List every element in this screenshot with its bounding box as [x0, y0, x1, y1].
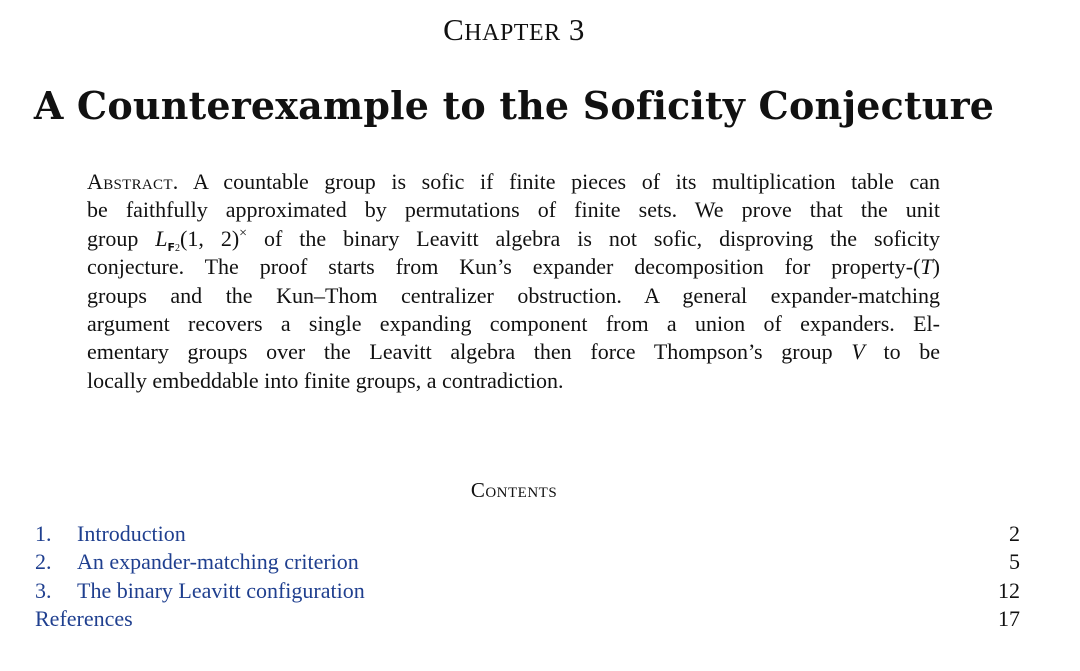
toc-entry-page: 17 — [998, 606, 1020, 632]
abstract-line-5: groups and the Kun–Thom centralizer obstruction. A general expander-matching — [87, 282, 940, 308]
chapter-word-initial: C — [443, 12, 465, 47]
abstract-line-3: group $L_{F2}(1$, 2)× of the binary Leavitt algebra is not sofic, disproving the soficity — [87, 225, 940, 254]
abstract-line-1: Abstract. A countable group is sofic if finite pieces of its multiplication table can — [87, 169, 940, 194]
contents-heading: Contents — [470, 478, 558, 502]
abstract-line-8: locally embeddable into finite groups, a contradiction. — [87, 367, 564, 393]
toc-entry-page: 2 — [1009, 521, 1020, 546]
chapter-number: 3 — [568, 12, 585, 47]
abstract-line-4: conjecture. The proof starts from Kun’s expander decomposition for property-(T) — [87, 254, 940, 280]
toc-entry-title: References — [35, 606, 133, 632]
abstract-heading: Abstract. — [87, 169, 179, 194]
toc-entry-title: The binary Leavitt configuration — [77, 577, 365, 603]
thompson-v-symbol: V — [851, 339, 865, 365]
toc-link-introduction[interactable] — [35, 520, 186, 548]
toc-link-references[interactable] — [35, 605, 133, 633]
toc-entry-number: 3. — [35, 577, 52, 603]
toc-entry-expander-matching[interactable] — [35, 548, 1020, 576]
chapter-word-rest: HAPTER — [464, 20, 561, 46]
toc-entry-number: 2. — [35, 549, 52, 575]
abstract-line-7: ementary groups over the Leavitt algebra then force Thompson’s group V to be — [87, 339, 941, 365]
toc-entry-number: 1. — [35, 521, 52, 546]
table-of-contents — [35, 520, 1020, 634]
toc-entry-leavitt-configuration[interactable] — [35, 577, 1020, 605]
toc-link-expander-matching[interactable] — [35, 548, 359, 576]
toc-link-leavitt-configuration[interactable] — [35, 577, 365, 605]
abstract — [87, 168, 940, 395]
leavitt-unit-group-formula: $L_{F2}(1$, 2)× — [155, 225, 248, 254]
property-t-symbol: T — [920, 254, 933, 280]
abstract-line-2: be faithfully approximated by permutations of finite sets. We prove that the unit — [87, 197, 940, 223]
toc-entry-page: 12 — [998, 577, 1020, 603]
paper-title: A Counterexample to the Soficity Conjecture — [33, 83, 995, 128]
toc-entry-title: An expander-matching criterion — [77, 549, 359, 575]
toc-entry-references[interactable] — [35, 605, 1020, 633]
toc-entry-title: Introduction — [77, 521, 186, 546]
toc-entry-introduction[interactable] — [35, 520, 1020, 548]
abstract-line-6: argument recovers a single expanding component from a union of expanders. El- — [87, 311, 940, 337]
chapter-heading — [0, 12, 1028, 48]
toc-entry-page: 5 — [1009, 549, 1020, 575]
